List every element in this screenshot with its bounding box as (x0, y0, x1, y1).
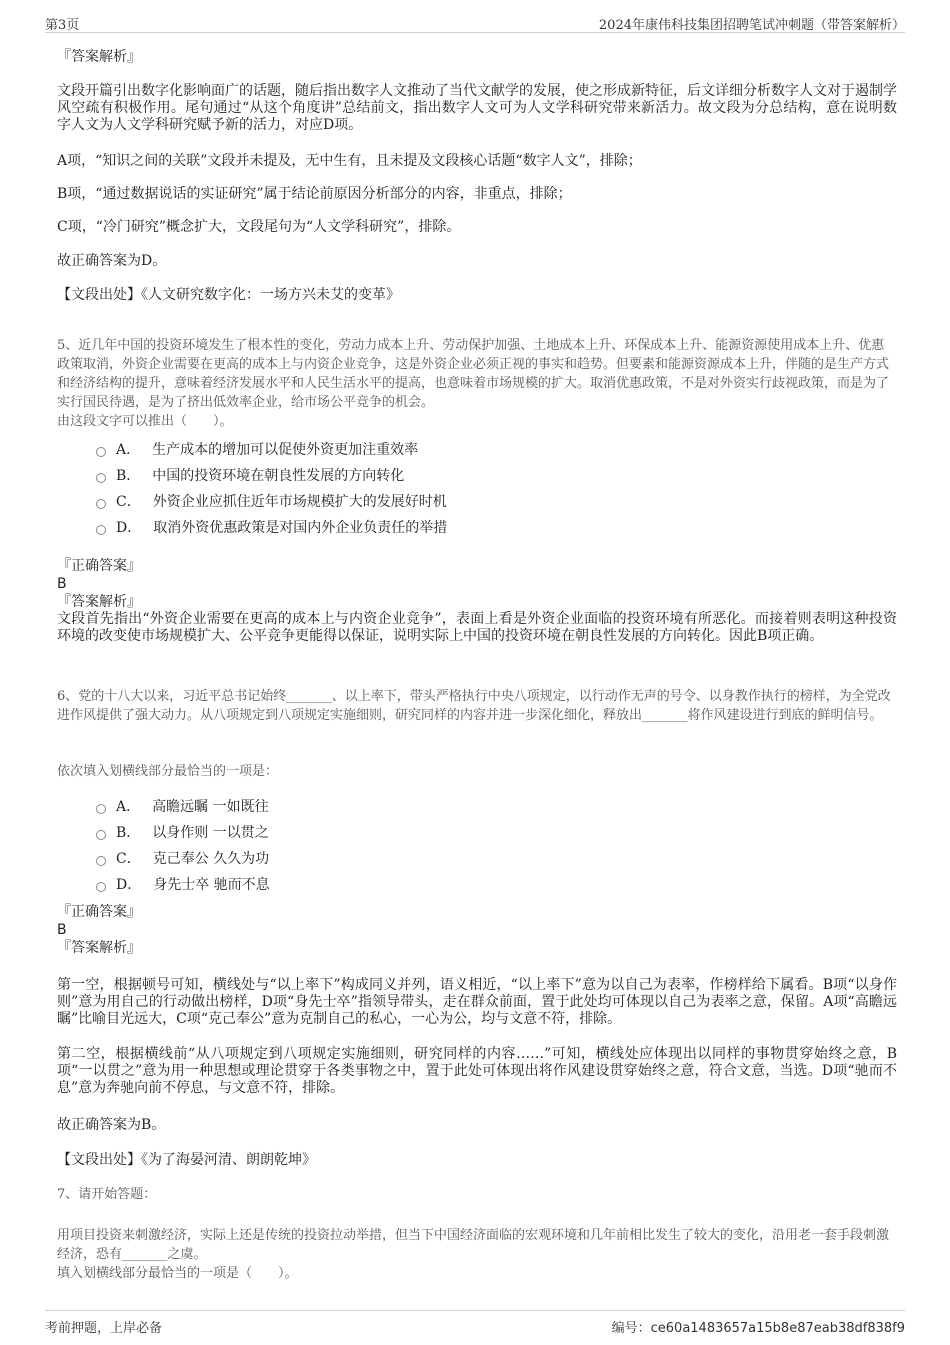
question-text: 用项目投资来刺激经济，实际上还是传统的投资拉动举措，但当下中国经济面临的宏观环境和几年前相比发生了较大的变化，沿用老一套手段刺激经济，恐有_______之虞。 (57, 1228, 890, 1262)
analysis-heading: 『答案解析』 (57, 49, 141, 65)
q7-intro (57, 1185, 897, 1204)
q6-analysis-2 (57, 1046, 897, 1097)
code-value: ce60a1483657a15b8e87eab38df838f9 (650, 1321, 905, 1336)
option-b[interactable]: B． 中国的投资环境在朝良性发展的方向转化 (96, 462, 856, 488)
option-d[interactable]: D． 取消外资优惠政策是对国内外企业负责任的举措 (96, 514, 856, 540)
q5-options (96, 436, 856, 540)
answer-value: B (57, 576, 67, 592)
q4-option-b-analysis (57, 186, 897, 203)
code-label: 编号： (611, 1321, 651, 1336)
analysis-text: 第一空，根据顿号可知，横线处与“以上率下”构成同义并列，语义相近，“以上率下”意为以自己为表率，作榜样给下属看。B项“以身作则”意为用自己的行动做出榜样，D项“身先士卒”指领导带头，走在群众前面，置于此处均可体现以自己为表率之意，保留。A项“高瞻远瞩”比喻目光远大，C项“克己奉公”意为克制自己的私心，一心为公，均与文意不符，排除。 (57, 977, 897, 1027)
footer-slogan: 考前押题，上岸必备 (45, 1321, 163, 1336)
option-c[interactable]: C． 外资企业应抓住近年市场规模扩大的发展好时机 (96, 488, 856, 514)
analysis-text: 文段开篇引出数字化影响面广的话题，随后指出数字人文推动了当代文献学的发展，使之形成新特征，后文详细分析数字人文对于遏制学风空疏有积极作用。尾句通过“从这个角度讲”总结前文，指出数字人文可为人文学科研究带来新活力。故文段为分总结构，意在说明数字人文为人文学科研究赋予新的活力，对应D项。 (57, 83, 897, 133)
question-prompt: 填入划横线部分最恰当的一项是（ ）。 (57, 1266, 298, 1281)
q6-options (96, 793, 856, 897)
q6-conclusion (57, 1117, 897, 1134)
q6-source (57, 1151, 897, 1169)
analysis-text: A项，“知识之间的关联”文段并未提及，无中生有，且未提及文段核心话题“数字人文”，排除； (57, 153, 642, 169)
radio-icon[interactable] (96, 499, 106, 509)
radio-icon[interactable] (96, 473, 106, 483)
radio-icon[interactable] (96, 447, 106, 457)
radio-icon[interactable] (96, 882, 106, 892)
radio-icon[interactable] (96, 830, 106, 840)
analysis-heading: 『答案解析』 (57, 594, 141, 610)
q4-option-c-analysis (57, 219, 897, 236)
question-intro: 7、请开始答题： (57, 1187, 157, 1202)
q4-option-a-analysis (57, 153, 897, 170)
answer-heading: 『正确答案』 (57, 904, 141, 920)
page-footer (45, 1310, 905, 1335)
question-prompt: 依次填入划横线部分最恰当的一项是： (57, 764, 279, 779)
question-text: 6、党的十八大以来，习近平总书记始终_______、以上率下，带头严格执行中央八项规定，以行动作无声的号令、以身教作执行的榜样，为全党改进作风提供了强大动力。从八项规定到八项规定实施细则，研究同样的内容并进一步深化细化，释放出_______将作风建设进行到底的鲜明信号。 (57, 689, 891, 723)
question-text: 5、近几年中国的投资环境发生了根本性的变化，劳动力成本上升、劳动保护加强、土地成本上升、环保成本上升、能源资源使用成本上升、优惠政策取消，外资企业需要在更高的成本上与内资企业竞争，这是外资企业必须正视的事实和趋势。但要素和能源资源成本上升，伴随的是生产方式和经济结构的提升，意味着经济发展水平和人民生活水平的提高，也意味着市场规模的扩大。取消优惠政策，不是对外资实行歧视政策，而是为了实行国民待遇，是为了挤出低效率企业，给市场公平竞争的机会。 (57, 338, 890, 410)
analysis-text: 文段首先指出“外资企业需要在更高的成本上与内资企业竞争”，表面上看是外资企业面临的投资环境有所恶化。而接着则表明这种投资环境的改变使市场规模扩大、公平竞争更能得以保证，说明实际上中国的投资环境在朝良性发展的方向转化。因此B项正确。 (57, 611, 897, 644)
document-title: 2024年康伟科技集团招聘笔试冲刺题（带答案解析） (598, 18, 905, 33)
source-text: 【文段出处】《人文研究数字化：一场方兴未艾的变革》 (57, 287, 400, 303)
q6-prompt (57, 762, 897, 781)
q6-analysis-1 (57, 977, 897, 1028)
radio-icon[interactable] (96, 856, 106, 866)
page-header (45, 10, 905, 33)
option-b[interactable]: B． 以身作则 一以贯之 (96, 819, 856, 845)
q5-answer (57, 557, 897, 645)
radio-icon[interactable] (96, 525, 106, 535)
analysis-text: B项，“通过数据说话的实证研究”属于结论前原因分析部分的内容，非重点，排除； (57, 186, 572, 202)
q6-answer (57, 903, 897, 957)
q6-stem (57, 687, 897, 725)
option-a[interactable]: A． 生产成本的增加可以促使外资更加注重效率 (96, 436, 856, 462)
option-a[interactable]: A． 高瞻远瞩 一如既往 (96, 793, 856, 819)
source-text: 【文段出处】《为了海晏河清、朗朗乾坤》 (57, 1152, 316, 1168)
analysis-text: 第二空，根据横线前“从八项规定到八项规定实施细则，研究同样的内容……”可知，横线处应体现出以同样的事物贯穿始终之意，B项“一以贯之”意为用一种思想或理论贯穿于各类事物之中，置于此处可体现出将作风建设贯穿始终之意，符合文意，当选。D项“驰而不息”意为奔驰向前不停息，与文意不符，排除。 (57, 1046, 897, 1096)
q5-stem (57, 336, 897, 431)
analysis-heading: 『答案解析』 (57, 940, 141, 956)
answer-value: B (57, 922, 67, 938)
q7-stem (57, 1226, 897, 1283)
answer-heading: 『正确答案』 (57, 558, 141, 574)
q4-analysis (57, 83, 897, 134)
conclusion-text: 故正确答案为B。 (57, 1117, 166, 1133)
question-prompt: 由这段文字可以推出（ ）。 (57, 414, 233, 429)
analysis-text: C项，“冷门研究”概念扩大，文段尾句为“人文学科研究”，排除。 (57, 219, 461, 235)
footer-code (612, 1317, 905, 1336)
q4-conclusion (57, 253, 897, 270)
page-number: 第3页 (45, 18, 80, 33)
q4-analysis-tag (57, 48, 897, 66)
option-d[interactable]: D． 身先士卒 驰而不息 (96, 871, 856, 897)
option-c[interactable]: C． 克己奉公 久久为功 (96, 845, 856, 871)
conclusion-text: 故正确答案为D。 (57, 253, 167, 269)
q4-source (57, 286, 897, 304)
radio-icon[interactable] (96, 804, 106, 814)
